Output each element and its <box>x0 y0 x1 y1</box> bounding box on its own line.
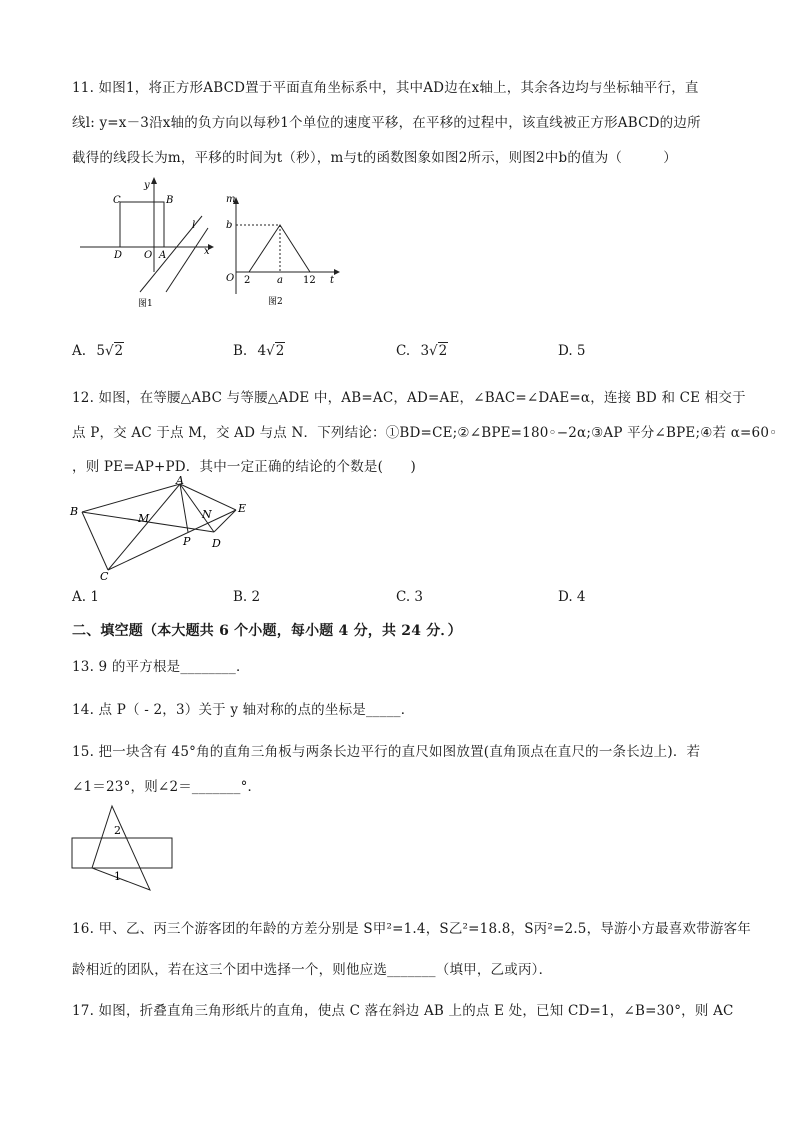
q16-line-1: 16. 甲、乙、丙三个游客团的年龄的方差分别是 S甲²=1.4，S乙²=18.8，S丙²=2.5，导游小方最喜欢带游客年 <box>72 921 751 937</box>
label-N: N <box>202 508 212 521</box>
sqrt-sign: √2 <box>429 343 448 359</box>
label-D: D <box>114 250 123 261</box>
q11-line-2: 线l: y=x－3沿x轴的负方向以每秒1个单位的速度平移，在平移的过程中，该直线被正方形ABCD的边所 <box>72 115 701 131</box>
q12-option-c: C. 3 <box>396 589 424 605</box>
q15-line-2: ∠1＝23°，则∠2＝_______°． <box>72 779 262 795</box>
q12-figure <box>66 474 266 584</box>
q11-option-b <box>233 343 285 359</box>
y-axis-arrow <box>151 177 157 184</box>
option-a-radicand: 2 <box>114 343 124 359</box>
label-D: D <box>212 537 221 550</box>
q12-option-b: B. 2 <box>233 589 261 605</box>
label-a: a <box>277 275 283 286</box>
q11-option-c <box>396 343 448 359</box>
q15-figure <box>70 802 180 894</box>
function-graph <box>249 225 310 272</box>
q12-line-3: ，则 PE=AP+PD．其中一定正确的结论的个数是( ) <box>72 459 416 475</box>
label-M: M <box>138 512 150 525</box>
q17-line-1: 17. 如图，折叠直角三角形纸片的直角，使点 C 落在斜边 AB 上的点 E 处，已知 CD=1，∠B=30°，则 AC <box>72 1003 734 1019</box>
label-C: C <box>113 195 121 206</box>
segment-bc <box>82 512 108 570</box>
q11-figure-2 <box>222 190 347 308</box>
option-a-label: A. <box>72 343 87 359</box>
line-l-upper <box>166 228 208 292</box>
option-c-label: C. <box>396 343 411 359</box>
ruler <box>72 838 172 868</box>
label-t: t <box>330 275 335 286</box>
label-angle-1: 1 <box>114 870 121 883</box>
label-E: E <box>238 502 247 515</box>
square-abcd <box>120 202 164 247</box>
label-B: B <box>70 505 79 518</box>
label-l: l <box>192 220 196 231</box>
triangle <box>92 806 150 890</box>
t-axis-arrow <box>334 269 340 275</box>
q11-option-d: D. 5 <box>558 343 586 359</box>
segment-ap <box>180 484 188 532</box>
q14: 14. 点 P（ - 2，3）关于 y 轴对称的点的坐标是_____． <box>72 702 415 718</box>
label-x: x <box>204 246 210 257</box>
q12-line-1: 12. 如图，在等腰△ABC 与等腰△ADE 中，AB=AC，AD=AE，∠BAC=∠DAE=α，连接 BD 和 CE 相交于 <box>72 390 746 406</box>
q11-figure-1 <box>80 172 215 312</box>
option-a-coef: 5 <box>96 343 105 359</box>
figure-2-caption: 图2 <box>268 297 283 307</box>
label-y: y <box>144 180 150 191</box>
option-c-coef: 3 <box>420 343 430 359</box>
label-b: b <box>226 220 233 231</box>
q15-line-1: 15. 把一块含有 45°角的直角三角板与两条长边平行的直尺如图放置(直角顶点在直尺的一条长边上)．若 <box>72 744 701 760</box>
q11-option-a <box>72 343 124 359</box>
option-b-radicand: 2 <box>275 343 285 359</box>
label-angle-2: 2 <box>114 824 121 837</box>
label-B: B <box>166 195 174 206</box>
option-b-coef: 4 <box>257 343 267 359</box>
q12-option-d: D. 4 <box>558 589 586 605</box>
label-P: P <box>183 535 191 548</box>
figure-1-caption: 图1 <box>138 299 153 309</box>
label-A: A <box>159 250 167 261</box>
q13: 13. 9 的平方根是________． <box>72 659 250 675</box>
q11-line-1: 11. 如图1，将正方形ABCD置于平面直角坐标系中，其中AD边在x轴上，其余各边均与坐标轴平行，直 <box>72 80 699 96</box>
label-O: O <box>144 250 153 261</box>
label-C: C <box>100 570 109 583</box>
option-b-label: B. <box>233 343 248 359</box>
q12-option-a: A. 1 <box>72 589 99 605</box>
q11-line-3: 截得的线段长为m，平移的时间为t（秒），m与t的函数图象如图2所示，则图2中b的值为（ ） <box>72 150 677 166</box>
label-O2: O <box>226 273 235 284</box>
segment-ae <box>180 484 236 510</box>
label-m: m <box>226 194 236 205</box>
label-2: 2 <box>244 275 251 286</box>
sqrt-sign: √2 <box>266 343 285 359</box>
q12-line-2: 点 P，交 AC 于点 M，交 AD 与点 N．下列结论：①BD=CE;②∠BPE=180◦−2α;③AP 平分∠BPE;④若 α=60◦ <box>72 425 778 441</box>
segment-ac <box>108 484 180 570</box>
segment-ab <box>82 484 180 512</box>
option-c-radicand: 2 <box>438 343 448 359</box>
label-A: A <box>176 474 184 487</box>
q16-line-2: 龄相近的团队，若在这三个团中选择一个，则他应选_______（填甲，乙或丙）． <box>72 962 553 978</box>
segment-de <box>214 510 236 532</box>
section-2-heading: 二、填空题（本大题共 6 个小题，每小题 4 分，共 24 分．） <box>72 623 462 639</box>
sqrt-sign: √2 <box>104 343 124 359</box>
label-12: 12 <box>303 275 316 286</box>
